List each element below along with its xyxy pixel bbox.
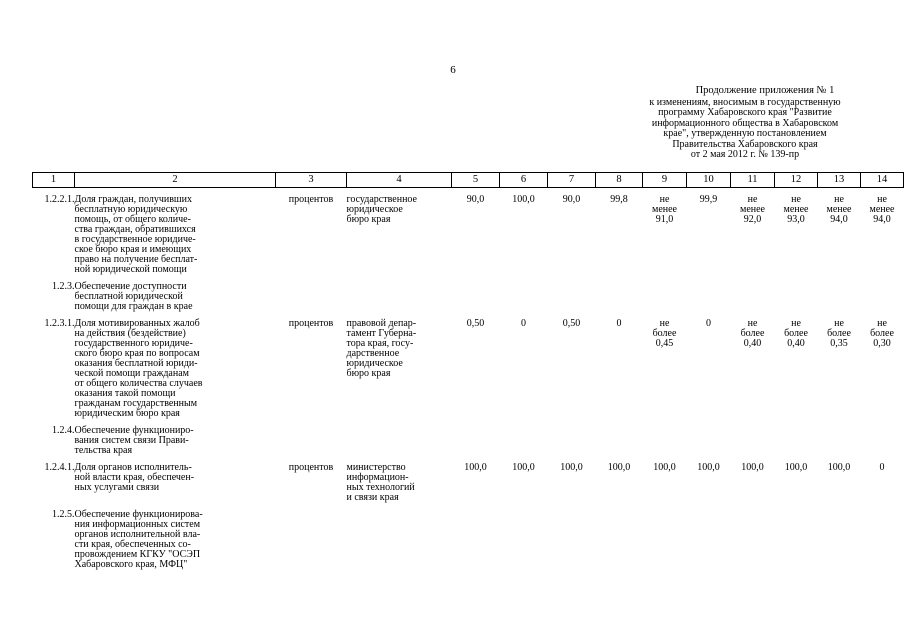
- appendix-header: [600, 86, 890, 161]
- value-cell: [861, 275, 904, 312]
- column-header-11: 11: [731, 173, 775, 188]
- value-cell-line: 90,0: [562, 194, 581, 205]
- column-header-12: 12: [775, 173, 818, 188]
- value-cell: [775, 456, 818, 503]
- indicator-name-line: ческой помощи гражданам: [74, 368, 189, 379]
- value-cell: [731, 312, 775, 419]
- value-cell-line: 94,0: [873, 214, 891, 225]
- value-cell: [500, 275, 548, 312]
- responsible-executor-line: тора края, госу-: [346, 338, 414, 349]
- appendix-line: Правительства Хабаровского края: [672, 138, 818, 150]
- indicator-name-line: ства граждан, обратившихся: [74, 224, 196, 235]
- appendix-line: информационного общества в Хабаровском: [651, 117, 839, 129]
- column-header-10: 10: [687, 173, 731, 188]
- value-cell: [452, 312, 500, 419]
- value-cell: [687, 456, 731, 503]
- responsible-executor-line: дарственное: [346, 348, 400, 359]
- value-cell-line: не: [659, 194, 670, 205]
- value-cell: [731, 275, 775, 312]
- value-cell: [548, 456, 596, 503]
- value-cell-line: 0,45: [655, 338, 674, 349]
- column-header-5: 5: [452, 173, 500, 188]
- value-cell-line: 99,9: [699, 194, 718, 205]
- column-header-2: 2: [75, 173, 276, 188]
- unit-of-measure: процентов: [288, 194, 334, 205]
- value-cell: [861, 456, 904, 503]
- value-cell: [687, 312, 731, 419]
- appendix-line: программу Хабаровского края "Развитие: [658, 107, 832, 118]
- column-header-1: 1: [33, 173, 75, 188]
- table-row: [33, 456, 904, 503]
- table-row: [33, 275, 904, 312]
- value-cell-line: 100,0: [827, 462, 851, 473]
- value-cell: [687, 419, 731, 456]
- value-cell: [775, 419, 818, 456]
- indicator-name: [75, 419, 276, 456]
- value-cell: [687, 188, 731, 276]
- table-row: [33, 419, 904, 456]
- table-row: [33, 503, 904, 570]
- responsible-executor-line: правовой депар-: [346, 318, 417, 329]
- column-header-3: 3: [276, 173, 347, 188]
- appendix-line: крае", утвержденную постановлением: [663, 128, 827, 139]
- value-cell-line: более: [784, 328, 808, 339]
- value-cell-line: не: [834, 318, 844, 329]
- value-cell-line: не: [791, 318, 801, 329]
- column-header-4: 4: [347, 173, 452, 188]
- responsible-executor: [347, 419, 452, 456]
- value-cell: [643, 419, 687, 456]
- value-cell-line: 91,0: [655, 214, 674, 225]
- indicator-name-line: провождением КГКУ "ОСЭП: [74, 549, 201, 560]
- value-cell-line: 100,0: [560, 462, 583, 473]
- responsible-executor-line: министерство: [346, 462, 406, 473]
- value-cell-line: более: [652, 328, 677, 339]
- indicator-name-line: ское бюро края и имеющих: [74, 244, 192, 255]
- appendix-line: от 2 мая 2012 г. № 139-пр: [690, 149, 800, 160]
- value-cell: [861, 188, 904, 276]
- value-cell: [861, 419, 904, 456]
- page-number: 6: [450, 64, 456, 76]
- row-number: 1.2.5.: [52, 509, 75, 520]
- value-cell: [596, 456, 643, 503]
- indicator-name-line: ния информационных систем: [74, 519, 201, 530]
- value-cell: [687, 275, 731, 312]
- value-cell-line: более: [740, 328, 765, 339]
- value-cell: [596, 275, 643, 312]
- indicator-name-line: от общего количества случаев: [74, 378, 203, 389]
- value-cell-line: менее: [783, 204, 809, 215]
- indicators-table: [32, 172, 904, 570]
- value-cell: [452, 456, 500, 503]
- indicator-name-line: Обеспечение функционирова-: [74, 509, 203, 520]
- unit-of-measure: [276, 503, 347, 570]
- value-cell: [818, 503, 861, 570]
- responsible-executor-line: информацион-: [346, 472, 409, 483]
- column-header-6: 6: [500, 173, 548, 188]
- indicator-name: [75, 188, 276, 276]
- indicator-name-line: оказания такой помощи: [74, 388, 176, 399]
- responsible-executor: [347, 312, 452, 419]
- value-cell: [731, 188, 775, 276]
- value-cell-line: 0,40: [743, 338, 762, 349]
- value-cell-line: 92,0: [743, 214, 762, 225]
- value-cell: [548, 188, 596, 276]
- responsible-executor: [347, 503, 452, 570]
- value-cell-line: 100,0: [512, 194, 535, 205]
- value-cell: [643, 275, 687, 312]
- value-cell: [861, 503, 904, 570]
- value-cell-line: 100,0: [653, 462, 676, 473]
- value-cell-line: менее: [652, 204, 677, 215]
- responsible-executor-line: и связи края: [346, 492, 399, 503]
- indicator-name-line: вания систем связи Прави-: [74, 435, 189, 446]
- indicator-name-line: ной юридической помощи: [74, 264, 187, 275]
- value-cell-line: 90,0: [466, 194, 485, 205]
- indicator-name-line: оказания бесплатной юриди-: [74, 358, 198, 369]
- value-cell: [500, 419, 548, 456]
- responsible-executor: [347, 188, 452, 276]
- value-cell-line: 100,0: [512, 462, 535, 473]
- appendix-heading: Продолжение приложения № 1: [695, 85, 835, 96]
- value-cell: [775, 503, 818, 570]
- indicator-name-line: Хабаровского края, МФЦ": [74, 559, 188, 570]
- value-cell: [643, 503, 687, 570]
- indicator-name-line: органов исполнительной вла-: [74, 529, 201, 540]
- indicator-name-line: помощи для граждан в крае: [74, 301, 193, 312]
- value-cell-line: 100,0: [784, 462, 808, 473]
- indicator-name-line: помощь, от общего количе-: [74, 214, 191, 225]
- value-cell: [643, 456, 687, 503]
- value-cell-line: 100,0: [607, 462, 631, 473]
- value-cell: [775, 188, 818, 276]
- value-cell-line: 0,40: [787, 338, 805, 349]
- value-cell-line: не: [877, 194, 887, 205]
- value-cell: [452, 188, 500, 276]
- indicator-name-line: бесплатную юридическую: [74, 204, 188, 215]
- value-cell-line: не: [791, 194, 801, 205]
- value-cell-line: 0,50: [466, 318, 485, 329]
- value-cell-line: 0: [616, 318, 622, 329]
- value-cell: [775, 275, 818, 312]
- table-row: [33, 188, 904, 276]
- value-cell: [500, 456, 548, 503]
- value-cell: [596, 312, 643, 419]
- value-cell-line: более: [827, 328, 851, 339]
- indicator-name: [75, 503, 276, 570]
- value-cell-line: не: [834, 194, 844, 205]
- value-cell: [643, 312, 687, 419]
- appendix-line: к изменениям, вносимым в государственную: [649, 96, 841, 108]
- indicator-name-line: тельства края: [74, 445, 133, 456]
- value-cell: [596, 188, 643, 276]
- unit-of-measure: процентов: [288, 462, 334, 473]
- indicator-name-line: Обеспечение доступности: [74, 281, 187, 292]
- column-header-14: 14: [861, 173, 904, 188]
- row-number: 1.2.2.1.: [44, 194, 75, 205]
- value-cell-line: не: [747, 194, 758, 205]
- value-cell: [500, 188, 548, 276]
- value-cell: [818, 312, 861, 419]
- indicator-name-line: ных услугами связи: [74, 482, 160, 493]
- value-cell: [643, 188, 687, 276]
- responsible-executor-line: юридическое: [346, 204, 403, 215]
- value-cell-line: 94,0: [830, 214, 848, 225]
- indicator-name-line: государственного юридиче-: [74, 338, 193, 349]
- column-header-13: 13: [818, 173, 861, 188]
- row-number: 1.2.4.: [52, 425, 75, 436]
- value-cell: [548, 275, 596, 312]
- value-cell-line: не: [747, 318, 758, 329]
- value-cell: [731, 503, 775, 570]
- value-cell: [818, 456, 861, 503]
- table-header: [33, 173, 904, 188]
- responsible-executor-line: ных технологий: [346, 482, 415, 493]
- value-cell: [596, 503, 643, 570]
- value-cell: [500, 503, 548, 570]
- value-cell-line: не: [877, 318, 887, 329]
- unit-of-measure: [276, 275, 347, 312]
- indicator-name-line: на действия (бездействие): [74, 328, 186, 339]
- unit-of-measure: процентов: [288, 318, 334, 329]
- table-body: [33, 188, 904, 571]
- table-row: [33, 312, 904, 419]
- indicator-name-line: сти края, обеспеченных со-: [74, 539, 191, 550]
- value-cell-line: 0: [879, 462, 885, 473]
- indicator-name-line: гражданам государственным: [74, 398, 198, 409]
- value-cell-line: 0: [706, 318, 711, 329]
- value-cell-line: более: [870, 328, 894, 339]
- value-cell-line: 0: [521, 318, 526, 329]
- indicator-name-line: Доля граждан, получивших: [74, 194, 192, 205]
- row-number: 1.2.4.1.: [44, 462, 75, 473]
- value-cell: [775, 312, 818, 419]
- value-cell: [548, 419, 596, 456]
- value-cell: [500, 312, 548, 419]
- value-cell-line: 0,50: [562, 318, 581, 329]
- value-cell-line: 100,0: [464, 462, 487, 473]
- value-cell: [452, 503, 500, 570]
- responsible-executor-line: тамент Губерна-: [346, 328, 417, 339]
- value-cell: [818, 275, 861, 312]
- indicator-name-line: бесплатной юридической: [74, 291, 183, 302]
- value-cell: [452, 419, 500, 456]
- indicator-name-line: юридическим бюро края: [74, 408, 180, 419]
- indicator-name-line: право на получение бесплат-: [74, 254, 198, 265]
- value-cell: [687, 503, 731, 570]
- indicator-name-line: ной власти края, обеспечен-: [74, 472, 195, 483]
- value-cell: [548, 503, 596, 570]
- value-cell-line: 0,30: [873, 338, 891, 349]
- responsible-executor: [347, 275, 452, 312]
- indicator-name-line: Доля мотивированных жалоб: [74, 318, 200, 329]
- value-cell-line: 93,0: [787, 214, 805, 225]
- indicator-name-line: Обеспечение функциониро-: [74, 425, 194, 436]
- indicator-name: [75, 312, 276, 419]
- responsible-executor: [347, 456, 452, 503]
- indicator-name-line: ского бюро края по вопросам: [74, 348, 200, 359]
- value-cell: [731, 419, 775, 456]
- indicator-name-line: в государственное юридиче-: [74, 234, 196, 245]
- value-cell-line: менее: [740, 204, 765, 215]
- responsible-executor-line: бюро края: [346, 368, 391, 379]
- value-cell: [818, 188, 861, 276]
- value-cell-line: не: [659, 318, 670, 329]
- column-header-7: 7: [548, 173, 596, 188]
- value-cell: [818, 419, 861, 456]
- value-cell: [861, 312, 904, 419]
- value-cell-line: 100,0: [697, 462, 720, 473]
- indicator-name: [75, 456, 276, 503]
- value-cell-line: 99,8: [610, 194, 628, 205]
- value-cell: [731, 456, 775, 503]
- value-cell-line: 0,35: [830, 338, 848, 349]
- responsible-executor-line: юридическое: [346, 358, 403, 369]
- row-number: 1.2.3.1.: [44, 318, 75, 329]
- value-cell: [596, 419, 643, 456]
- unit-of-measure: [276, 419, 347, 456]
- responsible-executor-line: государственное: [346, 194, 417, 205]
- row-number: 1.2.3.: [52, 281, 75, 292]
- indicator-name: [75, 275, 276, 312]
- value-cell: [452, 275, 500, 312]
- column-header-8: 8: [596, 173, 643, 188]
- column-header-9: 9: [643, 173, 687, 188]
- value-cell-line: менее: [826, 204, 852, 215]
- value-cell: [548, 312, 596, 419]
- value-cell-line: менее: [869, 204, 895, 215]
- value-cell-line: 100,0: [741, 462, 764, 473]
- responsible-executor-line: бюро края: [346, 214, 391, 225]
- indicator-name-line: Доля органов исполнитель-: [74, 462, 192, 473]
